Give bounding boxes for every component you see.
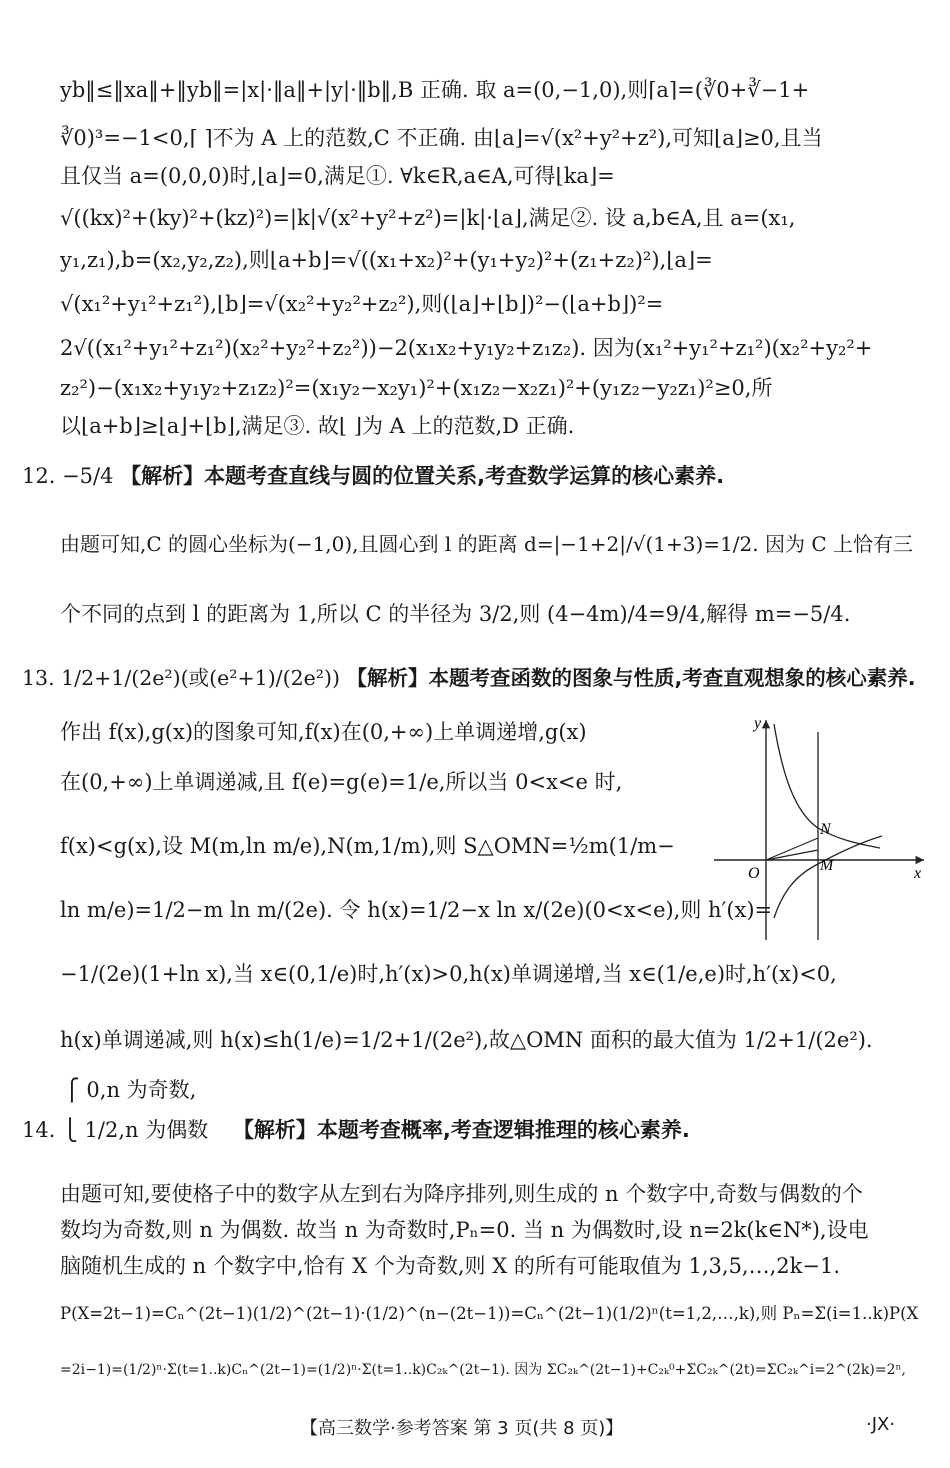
- q11-line-3: 且仅当 a=(0,0,0)时,⌊a⌋=0,满足①. ∀k∈R,a∈A,可得⌊ka⌋=: [60, 164, 615, 188]
- q12-analysis: 【解析】本题考查直线与圆的位置关系,考查数学运算的核心素养.: [120, 464, 725, 488]
- label-x: x: [914, 865, 922, 882]
- q13-line-5: −1/(2e)(1+ln x),当 x∈(0,1/e)时,h′(x)>0,h(x)单调递增,当 x∈(1/e,e)时,h′(x)<0,: [60, 962, 837, 986]
- q11-line-7: 2√((x₁²+y₁²+z₁²)(x₂²+y₂²+z₂²))−2(x₁x₂+y₁y₂+z₁z₂). 因为(x₁²+y₁²+z₁²)(x₂²+y₂²+: [60, 336, 873, 360]
- q12-answer: 12. −5/4: [22, 464, 114, 488]
- q13-line-1: 作出 f(x),g(x)的图象可知,f(x)在(0,+∞)上单调递增,g(x): [60, 720, 587, 744]
- q11-line-4: √((kx)²+(ky)²+(kz)²)=|k|√(x²+y²+z²)=|k|·⌊a⌋,满足②. 设 a,b∈A,且 a=(x₁,: [60, 206, 796, 230]
- q11-line-2: ∛0)³=−1<0,⌈ ⌉不为 A 上的范数,C 不正确. 由⌊a⌋=√(x²+y²+z²),可知⌊a⌋≥0,且当: [60, 126, 823, 150]
- q14-case-2: ⎩ 1/2,n 为偶数: [62, 1118, 209, 1142]
- q14-number: 14.: [22, 1118, 56, 1142]
- q11-line-5: y₁,z₁),b=(x₂,y₂,z₂),则⌊a+b⌋=√((x₁+x₂)²+(y₁+y₂)²+(z₁+z₂)²),⌊a⌋=: [60, 248, 713, 272]
- q13-line-4: ln m/e)=1/2−m ln m/(2e). 令 h(x)=1/2−x ln x/(2e)(0<x<e),则 h′(x)=: [60, 898, 773, 922]
- q13-line-2: 在(0,+∞)上单调递减,且 f(e)=g(e)=1/e,所以当 0<x<e 时,: [60, 770, 623, 794]
- footer-title: 【高三数学·参考答案 第 3 页(共 8 页)】: [300, 1418, 624, 1439]
- q14-header: [22, 1116, 690, 1144]
- q14-line-2: 数均为奇数,则 n 为偶数. 故当 n 为奇数时,Pₙ=0. 当 n 为偶数时,设 n=2k(k∈N*),设电: [60, 1218, 869, 1242]
- q11-line-8: z₂²)−(x₁x₂+y₁y₂+z₁z₂)²=(x₁y₂−x₂y₁)²+(x₁z₂−x₂z₁)²+(y₁z₂−y₂z₁)²≥0,所: [60, 376, 773, 400]
- q12-line-2: 个不同的点到 l 的距离为 1,所以 C 的半径为 3/2,则 (4−4m)/4=9/4,解得 m=−5/4.: [60, 602, 851, 626]
- q11-line-9: 以⌊a+b⌋≥⌊a⌋+⌊b⌋,满足③. 故⌊ ⌋为 A 上的范数,D 正确.: [60, 414, 575, 438]
- q14-case-1: ⎧ 0,n 为奇数,: [64, 1078, 197, 1102]
- q12-line-1: 由题可知,C 的圆心坐标为(−1,0),且圆心到 l 的距离 d=|−1+2|/√(1+3)=1/2. 因为 C 上恰有三: [60, 532, 913, 556]
- footer-code: ·JX·: [866, 1414, 896, 1435]
- q14-line-3: 脑随机生成的 n 个数字中,恰有 X 个为奇数,则 X 的所有可能取值为 1,3,5,…,2k−1.: [60, 1254, 841, 1278]
- q12-header: [22, 462, 724, 490]
- q14-line-5: =2i−1)=(1/2)ⁿ·Σ(t=1..k)Cₙ^(2t−1)=(1/2)ⁿ·Σ(t=1..k)C₂ₖ^(2t−1). 因为 ΣC₂ₖ^(2t−1)+C₂ₖ⁰+ΣC₂ₖ^(2t)=ΣC₂ₖ^i=2^(2k)=2ⁿ,: [60, 1362, 907, 1378]
- curve-f: [774, 836, 882, 918]
- q14-line-1: 由题可知,要使格子中的数字从左到右为降序排列,则生成的 n 个数字中,奇数与偶数的个: [60, 1182, 863, 1206]
- q13-line-3: f(x)<g(x),设 M(m,ln m/e),N(m,1/m),则 S△OMN=½m(1/m−: [60, 834, 675, 858]
- q13-header: [22, 664, 916, 692]
- segment-om: [766, 850, 818, 860]
- q14-line-4: P(X=2t−1)=Cₙ^(2t−1)(1/2)^(2t−1)·(1/2)^(n−(2t−1))=Cₙ^(2t−1)(1/2)ⁿ(t=1,2,…,k),则 Pₙ=Σ(i=1..k)P(X: [60, 1304, 919, 1323]
- label-m: M: [820, 857, 834, 874]
- q13-answer: 13. 1/2+1/(2e²)(或(e²+1)/(2e²)): [22, 666, 340, 690]
- q13-analysis: 【解析】本题考查函数的图象与性质,考查直观想象的核心素养.: [346, 666, 916, 690]
- q11-line-6: √(x₁²+y₁²+z₁²),⌊b⌋=√(x₂²+y₂²+z₂²),则(⌊a⌋+⌊b⌋)²−(⌊a+b⌋)²=: [60, 292, 664, 316]
- q11-line-1: yb‖≤‖xa‖+‖yb‖=|x|·‖a‖+|y|·‖b‖,B 正确. 取 a=(0,−1,0),则⌈a⌉=(∛0+∛−1+: [60, 78, 810, 102]
- label-n: N: [820, 821, 831, 838]
- q14-analysis: 【解析】本题考查概率,考查逻辑推理的核心素养.: [232, 1118, 690, 1142]
- segment-on: [766, 838, 818, 860]
- label-y: y: [754, 715, 762, 732]
- function-graph: [710, 712, 932, 944]
- q13-line-6: h(x)单调递减,则 h(x)≤h(1/e)=1/2+1/(2e²),故△OMN 面积的最大值为 1/2+1/(2e²).: [60, 1028, 873, 1052]
- label-o: O: [748, 865, 760, 882]
